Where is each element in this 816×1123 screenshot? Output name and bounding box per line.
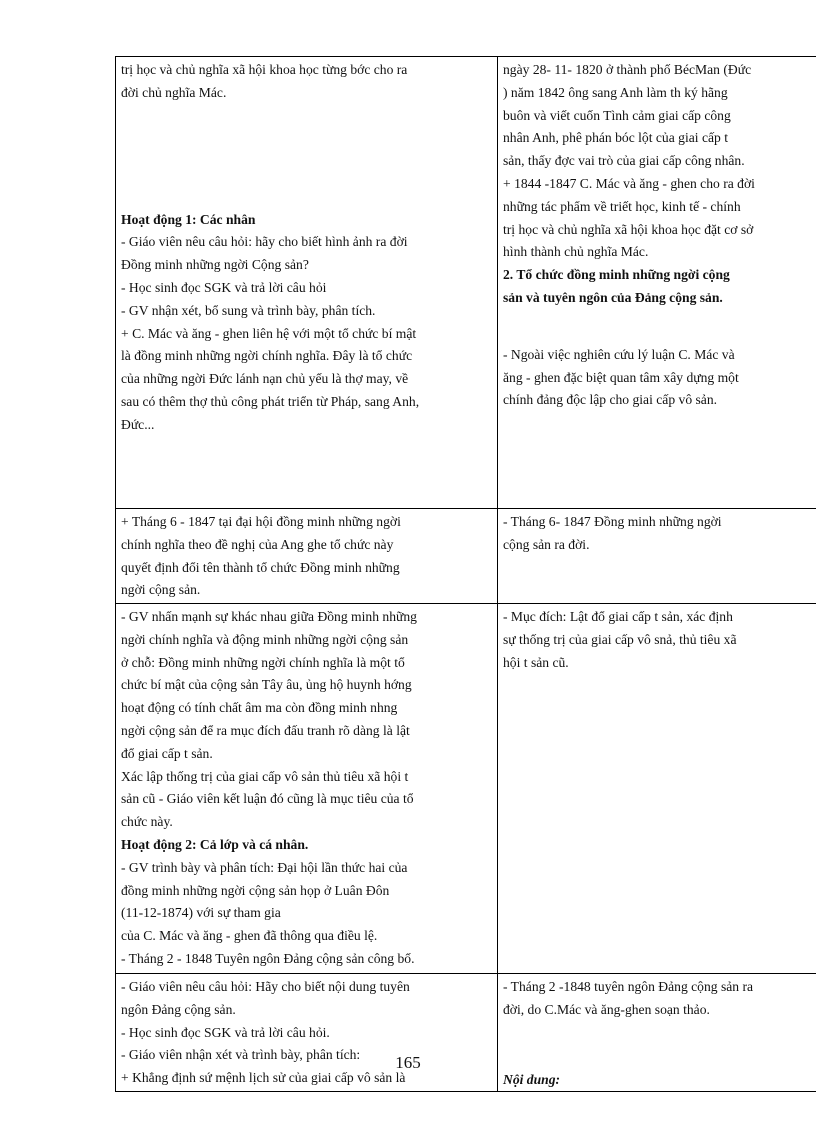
text-line: - Tháng 6- 1847 Đồng minh những ngời [503, 514, 722, 529]
text-line: - Tháng 2 - 1848 Tuyên ngôn Đảng cộng sản công bố. [121, 950, 415, 966]
text-line: - GV nhận xét, bổ sung và trình bày, phân tích. [121, 302, 376, 318]
text-line: sau có thêm thợ thủ công phát triển từ Pháp, sang Anh, [121, 393, 420, 409]
text-line: - Tháng 2 -1848 tuyên ngôn Đảng cộng sản ra [503, 979, 754, 994]
table-row [116, 604, 816, 974]
text-line: những tác phẩm về triết học, kinh tế - chính [503, 198, 741, 214]
noi-dung-heading: Nội dung: [503, 1071, 561, 1087]
text-line: cộng sản ra đời. [503, 536, 590, 552]
text-line: nhân Anh, phê phán bóc lột của giai cấp t [503, 130, 728, 146]
activity-2-heading: Hoạt động 2: Cả lớp và cá nhân. [121, 836, 309, 852]
text-line: là đồng minh những ngời chính nghĩa. Đây là tổ chức [121, 348, 413, 364]
text-line: của C. Mác và ăng - ghen đã thông qua điều lệ. [121, 928, 378, 944]
text-line: chức bí mật của cộng sản Tây âu, ủng hộ huynh hớng [121, 677, 412, 693]
text-line: - Học sinh đọc SGK và trả lời câu hỏi. [121, 1024, 330, 1040]
table-row [116, 57, 816, 509]
text-line: chính nghĩa theo đề nghị của Ang ghe tổ chức này [121, 536, 394, 552]
text-line: - Giáo viên nêu câu hỏi: Hãy cho biết nội dung tuyên [121, 979, 410, 994]
text-line: ngời chính nghĩa và động minh những ngời cộng sản [121, 631, 409, 647]
text-line: ngày 28- 11- 1820 ở thành phố BécMan (Đức [503, 62, 752, 77]
text-line: ăng - ghen đặc biệt quan tâm xây dựng một [503, 369, 739, 385]
text-line: - Giáo viên nhận xét và trình bày, phân tích: [121, 1047, 361, 1063]
text-line: ngời cộng sản. [121, 582, 201, 598]
text-line: Đức... [121, 416, 155, 432]
right-cell [498, 604, 816, 974]
text-line: + Khẳng định sứ mệnh lịch sử của giai cấp vô sản là [121, 1070, 406, 1086]
left-cell [116, 57, 498, 509]
text-line: buôn và viết cuốn Tình cảm giai cấp công [503, 107, 731, 123]
text-line: chính đảng độc lập cho giai cấp vô sản. [503, 392, 718, 408]
table-row [116, 974, 816, 1092]
text-line: sản, thấy đợc vai trò của giai cấp công nhân. [503, 153, 745, 169]
right-cell [498, 974, 816, 1092]
text-line: ) năm 1842 ông sang Anh làm th ký hãng [503, 84, 728, 100]
text-line: - Ngoài việc nghiên cứu lý luận C. Mác và [503, 346, 735, 362]
text-line: ngời cộng sản để ra mục đích đấu tranh rõ dàng là lật [121, 722, 410, 738]
lesson-table [115, 56, 816, 1092]
text-line: - Giáo viên nêu câu hỏi: hãy cho biết hình ảnh ra đời [121, 234, 408, 250]
text-line: sự thống trị của giai cấp vô snả, thủ tiêu xã [503, 631, 737, 647]
right-cell [498, 57, 816, 509]
text-line: - Học sinh đọc SGK và trả lời câu hỏi [121, 279, 327, 295]
right-cell [498, 509, 816, 604]
text-line: trị học và chủ nghĩa xã hội khoa học đặt cơ sở [503, 221, 754, 237]
section-2-heading: 2. Tổ chức đồng minh những ngời cộng [503, 267, 730, 283]
text-line: - GV trình bày và phân tích: Đại hội lần thức hai của [121, 859, 408, 875]
text-line: - Mục đích: Lật đổ giai cấp t sản, xác định [503, 609, 733, 624]
table-row [116, 509, 816, 604]
activity-1-heading: Hoạt động 1: Các nhân [121, 211, 256, 227]
text-line: Đồng minh những ngời Cộng sản? [121, 257, 309, 273]
text-line: + Tháng 6 - 1847 tại đại hội đồng minh những ngời [121, 514, 401, 529]
text-line: đời chủ nghĩa Mác. [121, 84, 227, 100]
page-number: 165 [395, 1053, 421, 1072]
text-line: Xác lập thống trị của giai cấp vô sản thủ tiêu xã hội t [121, 768, 409, 784]
text-line: chức này. [121, 814, 173, 830]
text-line: hình thành chủ nghĩa Mác. [503, 244, 649, 260]
text-line: sản cũ - Giáo viên kết luận đó cũng là mục tiêu của tổ [121, 791, 414, 807]
text-line: đời, do C.Mác và ăng-ghen soạn thảo. [503, 1001, 710, 1017]
text-line: - GV nhấn mạnh sự khác nhau giữa Đồng minh những [121, 609, 417, 624]
text-line: trị học và chủ nghĩa xã hội khoa học từng bớc cho ra [121, 62, 408, 77]
text-line: đồng minh những ngời cộng sản họp ở Luân Đôn [121, 882, 390, 898]
text-line: của những ngời Đức lánh nạn chủ yếu là thợ may, về [121, 371, 409, 387]
text-line: quyết định đổi tên thành tổ chức Đồng minh những [121, 559, 400, 575]
text-line: + C. Mác và ăng - ghen liên hệ với một tổ chức bí mật [121, 325, 417, 341]
text-line: đổ giai cấp t sản. [121, 745, 213, 761]
text-line: ở chỗ: Đồng minh những ngời chính nghĩa là một tổ [121, 654, 405, 670]
text-line: (11-12-1874) với sự tham gia [121, 905, 281, 921]
text-line: ngôn Đảng cộng sản. [121, 1001, 236, 1017]
left-cell [116, 974, 498, 1092]
text-line: + 1844 -1847 C. Mác và ăng - ghen cho ra đời [503, 175, 755, 191]
section-2-heading: sản và tuyên ngôn của Đảng cộng sản. [503, 289, 723, 305]
text-line: hội t sản cũ. [503, 654, 569, 670]
left-cell [116, 509, 498, 604]
left-cell [116, 604, 498, 974]
text-line: hoạt động có tính chất âm ma còn đồng minh nhng [121, 700, 398, 716]
